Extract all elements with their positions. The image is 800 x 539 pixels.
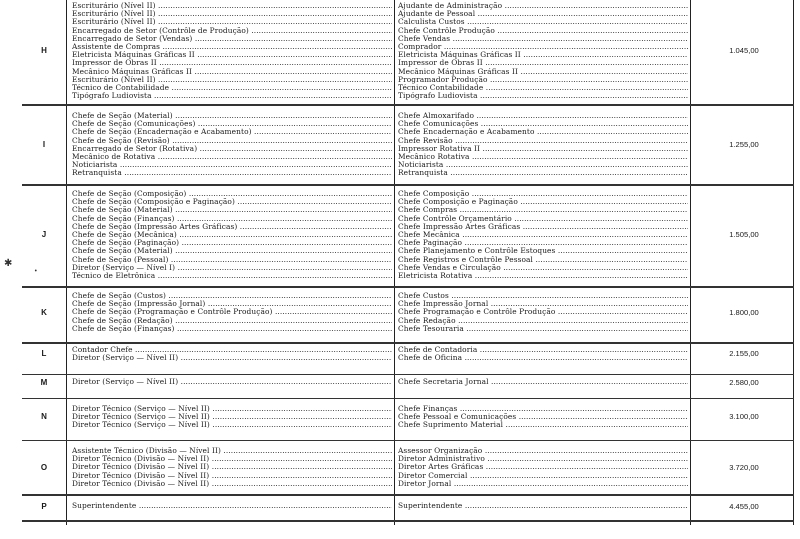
grade-letter: N [41, 412, 47, 422]
salary-value: 1.045,00 [729, 46, 759, 56]
new-position: Superintendente ..... [398, 502, 688, 510]
new-position: Ajudante de Administração ..... [398, 2, 688, 10]
salary-value: 3.100,00 [729, 412, 759, 422]
grade-letter: J [41, 230, 47, 240]
current-position-list [72, 112, 392, 178]
new-position: Chefe de Oficina ..... [398, 354, 688, 362]
new-position: Assessor Organização ..... [398, 447, 688, 455]
current-position: Noticiarista ..... [72, 161, 392, 169]
grade-group-n [22, 405, 794, 435]
current-position: Diretor (Serviço — Nível II) ..... [72, 378, 392, 386]
current-position: Encarregado de Setor (Contrôle de Produção) ..... [72, 27, 392, 35]
new-position-list [398, 190, 688, 280]
current-position: Chefe de Seção (Finanças) ..... [72, 215, 392, 223]
new-position: Chefe Registros e Contrôle Pessoal ..... [398, 256, 688, 264]
current-position: Chefe de Seção (Revisão) ..... [72, 137, 392, 145]
new-position: Retranquista ..... [398, 169, 688, 177]
current-position: Tipógrafo Ludiovista ..... [72, 92, 392, 100]
new-position: Impressor de Obras II ..... [398, 59, 688, 67]
new-position: Chefe Compras ..... [398, 206, 688, 214]
new-position: Chefe Contrôle Produção ..... [398, 27, 688, 35]
new-position: Chefe Secretaria Jornal ..... [398, 378, 688, 386]
current-position-list [72, 405, 392, 430]
new-position: Chefe Suprimento Material ..... [398, 421, 688, 429]
current-position: Diretor Técnico (Serviço — Nível II) ..... [72, 413, 392, 421]
current-position: Assistente de Compras ..... [72, 43, 392, 51]
row-separator [22, 440, 794, 441]
current-position: Mecânico de Rotativa ..... [72, 153, 392, 161]
row-separator [22, 520, 794, 522]
new-position: Chefe de Contadoria ..... [398, 346, 688, 354]
current-position: Chefe de Seção (Impressão Artes Gráficas) ..... [72, 223, 392, 231]
new-position: Noticiarista ..... [398, 161, 688, 169]
new-position: Chefe Vendas e Circulação ..... [398, 264, 688, 272]
new-position: Ajudante de Pessoal ..... [398, 10, 688, 18]
current-position: Chefe de Seção (Redação) ..... [72, 317, 392, 325]
grade-letter: K [41, 307, 47, 317]
current-position: Chefe de Seção (Mecânica) ..... [72, 231, 392, 239]
current-position-list [72, 346, 392, 362]
new-position: Chefe Comunicações ..... [398, 120, 688, 128]
new-position: Diretor Comercial ..... [398, 472, 688, 480]
salary-table [22, 0, 794, 539]
current-position: Escriturário (Nível II) ..... [72, 18, 392, 26]
current-position: Escriturário (Nível II) ..... [72, 10, 392, 18]
current-position: Chefe de Seção (Finanças) ..... [72, 325, 392, 333]
new-position-list [398, 112, 688, 178]
current-position: Diretor Técnico (Divisão — Nível II) ..... [72, 463, 392, 471]
salary-value: 1.255,00 [729, 139, 759, 149]
grade-group-p [22, 502, 794, 514]
salary-value: 3.720,00 [729, 462, 759, 472]
new-position: Chefe Contrôle Orçamentário ..... [398, 215, 688, 223]
current-position: Encarregado de Setor (Vendas) ..... [72, 35, 392, 43]
current-position-list [72, 2, 392, 100]
current-position: Assistente Técnico (Divisão — Nível II) ..... [72, 447, 392, 455]
current-position: Diretor Técnico (Serviço — Nível II) ..... [72, 421, 392, 429]
new-position: Chefe Planejamento e Contrôle Estoques ..... [398, 247, 688, 255]
new-position: Chefe Composição e Paginação ..... [398, 198, 688, 206]
scan-speck: ✱ [4, 258, 13, 269]
current-position: Contador Chefe ..... [72, 346, 392, 354]
current-position: Superintendente ..... [72, 502, 392, 510]
salary-value: 2.155,00 [729, 349, 759, 359]
new-position: Chefe Revisão ..... [398, 137, 688, 145]
current-position: Chefe de Seção (Pessoal) ..... [72, 256, 392, 264]
new-position: Chefe Finanças ..... [398, 405, 688, 413]
current-position: Diretor (Serviço — Nível I) ..... [72, 264, 392, 272]
row-separator [22, 374, 794, 375]
current-position: Diretor Técnico (Serviço — Nível II) ..... [72, 405, 392, 413]
current-position: Diretor Técnico (Divisão — Nível II) ..... [72, 480, 392, 488]
new-position: Diretor Administrativo ..... [398, 455, 688, 463]
new-position-list [398, 378, 688, 386]
current-position: Escriturário (Nível II) ..... [72, 76, 392, 84]
current-position: Impressor de Obras II ..... [72, 59, 392, 67]
new-position: Chefe Impressão Jornal ..... [398, 300, 688, 308]
grade-group-o [22, 447, 794, 491]
new-position: Chefe Redação ..... [398, 317, 688, 325]
new-position: Chefe Impressão Artes Gráficas ..... [398, 223, 688, 231]
new-position-list [398, 447, 688, 488]
new-position: Chefe Encadernação e Acabamento ..... [398, 128, 688, 136]
current-position: Chefe de Seção (Paginação) ..... [72, 239, 392, 247]
current-position: Retranquista ..... [72, 169, 392, 177]
current-position: Chefe de Seção (Material) ..... [72, 206, 392, 214]
new-position: Chefe Composição ..... [398, 190, 688, 198]
current-position-list [72, 378, 392, 386]
salary-value: 1.505,00 [729, 230, 759, 240]
current-position: Chefe de Seção (Programação e Contrôle Produção) ..... [72, 308, 392, 316]
current-position: Chefe de Seção (Material) ..... [72, 112, 392, 120]
salary-value: 2.580,00 [729, 378, 759, 387]
grade-letter: L [41, 349, 47, 359]
new-position-list [398, 502, 688, 510]
current-position: Chefe de Seção (Encadernação e Acabamento) ..... [72, 128, 392, 136]
current-position: Chefe de Seção (Composição e Paginação) ..... [72, 198, 392, 206]
current-position: Mecânico Máquinas Gráficas II ..... [72, 68, 392, 76]
new-position: Chefe Paginação ..... [398, 239, 688, 247]
grade-group-h [22, 2, 794, 101]
grade-letter: O [40, 462, 48, 472]
new-position: Chefe Custos ..... [398, 292, 688, 300]
new-position: Diretor Artes Gráficas ..... [398, 463, 688, 471]
new-position-list [398, 292, 688, 333]
new-position: Diretor Jornal ..... [398, 480, 688, 488]
current-position: Técnico de Eletrônica ..... [72, 272, 392, 280]
new-position: Programador Produção ..... [398, 76, 688, 84]
grade-letter: P [41, 502, 47, 511]
grade-letter: I [42, 139, 46, 149]
new-position: Eletricista Máquinas Gráficas II ..... [398, 51, 688, 59]
new-position: Impressor Rotativa II ..... [398, 145, 688, 153]
salary-value: 4.455,00 [729, 502, 759, 511]
current-position-list [72, 502, 392, 510]
new-position-list [398, 2, 688, 100]
grade-letter: M [40, 378, 48, 387]
row-separator [22, 286, 794, 288]
grade-group-k [22, 292, 794, 336]
new-position: Eletricista Rotativa ..... [398, 272, 688, 280]
new-position: Tipógrafo Ludiovista ..... [398, 92, 688, 100]
current-position: Chefe de Seção (Material) ..... [72, 247, 392, 255]
row-separator [22, 104, 794, 106]
new-position: Técnico Contabilidade ..... [398, 84, 688, 92]
row-separator [22, 184, 794, 186]
grade-group-m [22, 378, 794, 390]
salary-value: 1.800,00 [729, 307, 759, 317]
current-position-list [72, 190, 392, 280]
new-position-list [398, 405, 688, 430]
current-position: Chefe de Seção (Comunicações) ..... [72, 120, 392, 128]
new-position: Chefe Almoxarifado ..... [398, 112, 688, 120]
grade-letter: H [41, 46, 47, 56]
current-position: Chefe de Seção (Composição) ..... [72, 190, 392, 198]
current-position: Diretor (Serviço — Nível II) ..... [72, 354, 392, 362]
current-position: Eletricista Máquinas Gráficas II ..... [72, 51, 392, 59]
new-position: Chefe Tesouraria ..... [398, 325, 688, 333]
current-position-list [72, 292, 392, 333]
scan-speck: • [34, 268, 38, 275]
new-position: Chefe Pessoal e Comunicações ..... [398, 413, 688, 421]
current-position: Chefe de Seção (Impressão Jornal) ..... [72, 300, 392, 308]
new-position: Calculista Custos ..... [398, 18, 688, 26]
row-separator [22, 494, 794, 496]
current-position: Diretor Técnico (Divisão — Nível II) ..... [72, 472, 392, 480]
current-position: Chefe de Seção (Custos) ..... [72, 292, 392, 300]
current-position: Escriturário (Nível II) ..... [72, 2, 392, 10]
new-position: Chefe Mecânica ..... [398, 231, 688, 239]
new-position: Chefe Programação e Contrôle Produção ..... [398, 308, 688, 316]
new-position-list [398, 346, 688, 362]
current-position-list [72, 447, 392, 488]
current-position: Diretor Técnico (Divisão — Nível II) ..... [72, 455, 392, 463]
current-position: Técnico de Contabilidade ..... [72, 84, 392, 92]
row-separator [22, 398, 794, 399]
row-separator [22, 342, 794, 344]
new-position: Mecânico Máquinas Gráficas II ..... [398, 68, 688, 76]
current-position: Encarregado de Setor (Rotativa) ..... [72, 145, 392, 153]
new-position: Comprador ..... [398, 43, 688, 51]
grade-group-j [22, 190, 794, 282]
new-position: Chefe Vendas ..... [398, 35, 688, 43]
new-position: Mecânico Rotativa ..... [398, 153, 688, 161]
grade-group-l [22, 346, 794, 370]
